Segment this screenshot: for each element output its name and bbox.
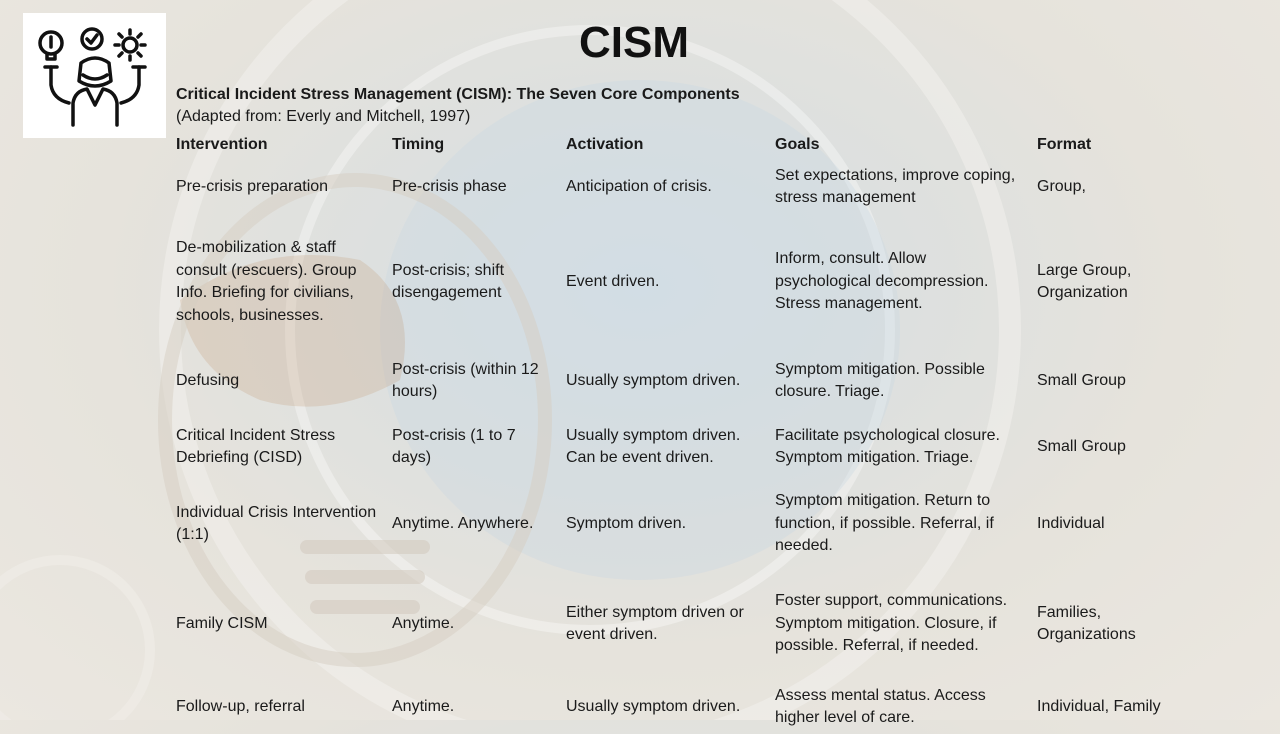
cell-intervention: Pre-crisis preparation xyxy=(176,177,329,195)
cell-timing: Post-crisis (within 12 hours) xyxy=(392,360,539,400)
cell-activation: Event driven. xyxy=(566,272,660,290)
cell-format: Small Group xyxy=(1037,371,1126,389)
cell-timing: Anytime. xyxy=(392,697,455,715)
cell-intervention: Critical Incident Stress Debriefing (CISD) xyxy=(176,426,336,466)
cell-activation: Usually symptom driven. Can be event driven. xyxy=(566,426,741,466)
cell-goals: Facilitate psychological closure. Symptom mitigation. Triage. xyxy=(775,426,1000,466)
table-row xyxy=(170,216,1191,348)
slide-title: CISM xyxy=(579,18,689,67)
cell-intervention: Defusing xyxy=(176,371,240,389)
header-timing: Timing xyxy=(392,135,445,153)
cell-goals: Assess mental status. Access higher level of care. xyxy=(775,686,986,726)
cell-activation: Symptom driven. xyxy=(566,514,687,532)
cell-format: Individual, Family xyxy=(1037,697,1161,715)
cell-timing: Post-crisis (1 to 7 days) xyxy=(392,426,516,466)
cell-goals: Inform, consult. Allow psychological decompression. Stress management. xyxy=(775,250,989,313)
cell-intervention: Follow-up, referral xyxy=(176,697,305,715)
table-row xyxy=(170,568,1191,680)
cell-format: Families, Organizations xyxy=(1037,603,1136,643)
cell-intervention: Family CISM xyxy=(176,614,268,632)
cell-goals: Foster support, communications. Symptom mitigation. Closure, if possible. Referral, if needed. xyxy=(775,592,1008,655)
table-row xyxy=(170,158,1191,216)
source-citation: (Adapted from: Everly and Mitchell, 1997) xyxy=(176,108,471,125)
table-caption: Critical Incident Stress Management (CISM): The Seven Core Components xyxy=(176,86,740,103)
cell-format: Individual xyxy=(1037,514,1105,532)
header-intervention: Intervention xyxy=(176,135,268,153)
header-format: Format xyxy=(1037,135,1092,153)
cell-format: Large Group, Organization xyxy=(1037,261,1132,301)
cell-timing: Anytime. Anywhere. xyxy=(392,514,534,532)
header-goals: Goals xyxy=(775,135,820,153)
cell-goals: Set expectations, improve coping, stress management xyxy=(775,166,1016,206)
cell-goals: Symptom mitigation. Return to function, if possible. Referral, if needed. xyxy=(775,492,994,555)
table-row xyxy=(170,480,1191,568)
cell-goals: Symptom mitigation. Possible closure. Triage. xyxy=(775,360,985,400)
table-header-row xyxy=(170,132,1191,158)
cell-activation: Either symptom driven or event driven. xyxy=(566,603,744,643)
table-row xyxy=(170,414,1191,480)
header-activation: Activation xyxy=(566,135,644,153)
table-row xyxy=(170,680,1191,734)
cism-components-table xyxy=(170,132,1191,734)
table-row xyxy=(170,348,1191,414)
cell-format: Small Group xyxy=(1037,437,1126,455)
cell-intervention: Individual Crisis Intervention (1:1) xyxy=(176,503,377,543)
cell-activation: Usually symptom driven. xyxy=(566,371,741,389)
cell-timing: Anytime. xyxy=(392,614,455,632)
cell-intervention: De-mobilization & staff consult (rescuers). Group Info. Briefing for civilians, schools, businesses. xyxy=(176,239,357,324)
cell-activation: Anticipation of crisis. xyxy=(566,177,712,195)
cell-timing: Pre-crisis phase xyxy=(392,177,507,195)
cell-activation: Usually symptom driven. xyxy=(566,697,741,715)
cell-timing: Post-crisis; shift disengagement xyxy=(392,261,505,301)
cell-format: Group, xyxy=(1037,177,1086,195)
